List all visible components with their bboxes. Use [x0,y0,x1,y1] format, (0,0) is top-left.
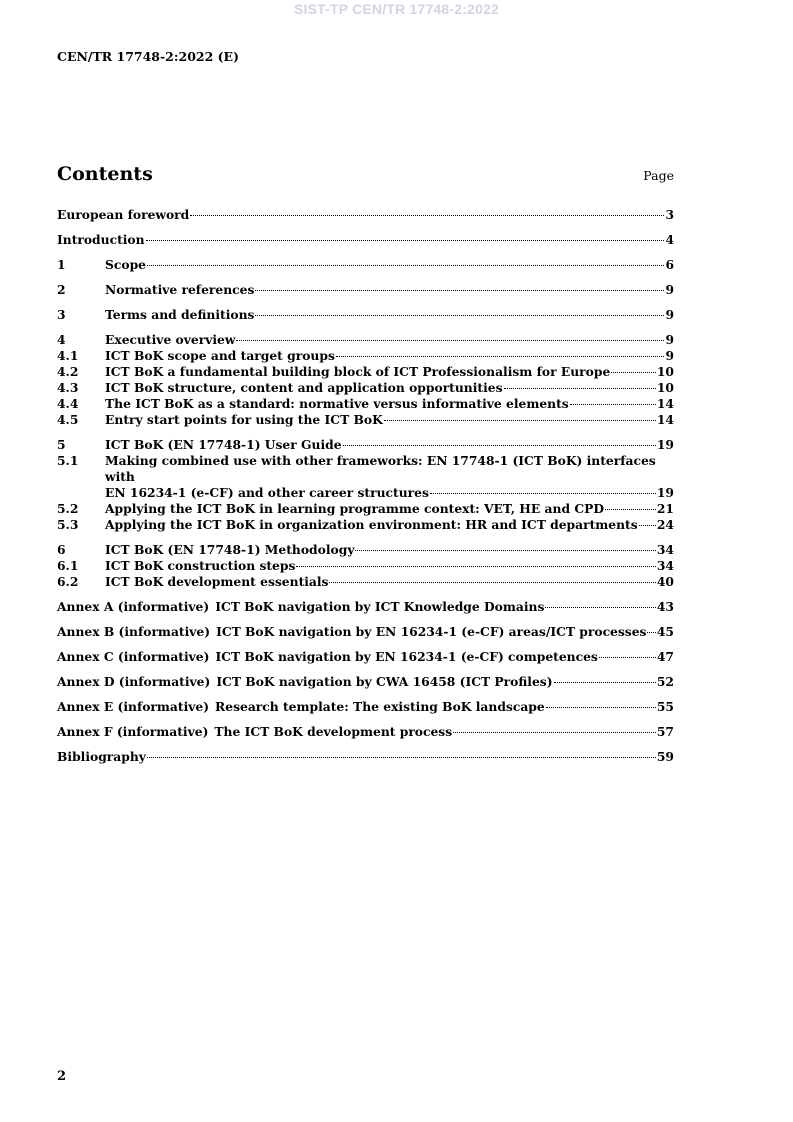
toc-title: The ICT BoK development process [214,724,453,739]
toc-page: 45 [656,624,674,639]
toc-entry-6-2[interactable] [57,574,674,590]
toc-title-line-1: Making combined use with other frameworks: EN 17748-1 (ICT BoK) interfaces with [105,453,656,484]
toc-number: 4.3 [57,380,79,395]
dot-leader [545,607,655,608]
watermark: SIST-TP CEN/TR 17748-2:2022 [293,1,500,17]
dot-leader [453,732,656,733]
page-number: 2 [57,1069,67,1084]
dot-leader [329,582,655,583]
toc-number: 6.2 [57,574,79,589]
toc-title: Bibliography [57,749,146,764]
toc-page: 9 [665,332,674,347]
dot-leader [554,682,656,683]
toc-number: 4 [57,332,66,347]
toc-number: 2 [57,282,66,297]
toc-entry-4-2[interactable] [57,364,674,380]
toc-entry-5-3[interactable] [57,517,674,533]
toc-title: ICT BoK construction steps [105,558,296,573]
dot-leader [255,290,664,291]
toc-page: 10 [656,380,674,395]
table-of-contents [57,207,674,765]
dot-leader [355,550,655,551]
toc-title: Terms and definitions [105,307,255,322]
dot-leader [343,445,656,446]
toc-entry-annex-b[interactable] [57,624,674,640]
toc-page: 14 [656,412,674,427]
toc-entry-5[interactable] [57,437,674,453]
toc-page: 9 [665,348,674,363]
toc-title: ICT BoK structure, content and application opportunities [105,380,503,395]
toc-entry-annex-a[interactable] [57,599,674,615]
toc-title: Applying the ICT BoK in learning programme context: VET, HE and CPD [105,501,605,516]
annex-label: Annex D (informative) [57,674,211,689]
toc-title: ICT BoK scope and target groups [105,348,335,363]
annex-label: Annex C (informative) [57,649,210,664]
toc-entry-4-4[interactable] [57,396,674,412]
toc-title: Scope [105,257,146,272]
toc-entry-annex-d[interactable] [57,674,674,690]
toc-number: 4.4 [57,396,79,411]
toc-number: 6 [57,542,66,557]
document-identifier: CEN/TR 17748-2:2022 (E) [57,49,239,64]
toc-entry-3[interactable] [57,307,674,323]
toc-title: ICT BoK navigation by EN 16234-1 (e-CF) areas/ICT processes [216,624,647,639]
toc-title: ICT BoK (EN 17748-1) User Guide [105,437,342,452]
toc-title: Introduction [57,232,145,247]
toc-number: 5.1 [57,453,79,468]
toc-title: Applying the ICT BoK in organization environment: HR and ICT departments [105,517,638,532]
toc-page: 47 [656,649,674,664]
toc-title: European foreword [57,207,190,222]
toc-entry-annex-c[interactable] [57,649,674,665]
toc-page: 34 [656,542,674,557]
dot-leader [546,707,656,708]
toc-entry-4-3[interactable] [57,380,674,396]
toc-number: 4.1 [57,348,79,363]
dot-leader [599,657,656,658]
toc-title-line-2: EN 16234-1 (e-CF) and other career structures [105,485,429,500]
toc-number: 1 [57,257,66,272]
toc-entry-annex-e[interactable] [57,699,674,715]
page-column-label: Page [643,168,674,183]
toc-title: ICT BoK navigation by EN 16234-1 (e-CF) competences [215,649,598,664]
toc-page: 52 [656,674,674,689]
toc-page: 6 [665,257,674,272]
toc-entry-4-5[interactable] [57,412,674,428]
toc-page: 57 [656,724,674,739]
dot-leader [190,215,664,216]
toc-title: ICT BoK development essentials [105,574,329,589]
toc-title: ICT BoK navigation by ICT Knowledge Domains [215,599,545,614]
annex-label: Annex B (informative) [57,624,211,639]
annex-label: Annex E (informative) [57,699,210,714]
toc-title: ICT BoK a fundamental building block of ICT Professionalism for Europe [105,364,611,379]
toc-number: 4.2 [57,364,79,379]
dot-leader [605,509,656,510]
toc-page: 3 [665,207,674,222]
toc-entry-annex-f[interactable] [57,724,674,740]
toc-title: Entry start points for using the ICT BoK [105,412,383,427]
toc-page: 19 [656,485,674,500]
toc-number: 6.1 [57,558,79,573]
dot-leader [504,388,656,389]
toc-entry-6[interactable] [57,542,674,558]
dot-leader [296,566,655,567]
dot-leader [611,372,656,373]
contents-title: Contents [57,163,153,185]
toc-number: 5 [57,437,66,452]
toc-page: 9 [665,282,674,297]
toc-title: Normative references [105,282,255,297]
toc-entry-4-1[interactable] [57,348,674,364]
toc-entry-5-1[interactable] [57,453,674,501]
toc-entry-2[interactable] [57,282,674,298]
toc-page: 34 [656,558,674,573]
toc-title: Executive overview [105,332,236,347]
toc-number: 5.3 [57,517,79,532]
toc-page: 21 [656,501,674,516]
toc-entry-european-foreword[interactable] [57,207,674,223]
toc-number: 5.2 [57,501,79,516]
toc-page: 9 [665,307,674,322]
dot-leader [236,340,664,341]
toc-entry-introduction[interactable] [57,232,674,248]
dot-leader [255,315,664,316]
toc-entry-1[interactable] [57,257,674,273]
toc-title: The ICT BoK as a standard: normative versus informative elements [105,396,569,411]
toc-number: 3 [57,307,66,322]
dot-leader [146,240,665,241]
toc-page: 24 [656,517,674,532]
dot-leader [570,404,656,405]
dot-leader [430,493,656,494]
toc-page: 4 [665,232,674,247]
dot-leader [147,265,664,266]
toc-page: 59 [656,749,674,764]
toc-title: Research template: The existing BoK landscape [215,699,545,714]
toc-entry-4[interactable] [57,332,674,348]
toc-page: 43 [656,599,674,614]
annex-label: Annex A (informative) [57,599,210,614]
toc-page: 19 [656,437,674,452]
toc-number: 4.5 [57,412,79,427]
dot-leader [384,420,656,421]
dot-leader [639,525,656,526]
dot-leader [647,632,655,633]
annex-label: Annex F (informative) [57,724,209,739]
toc-title: ICT BoK (EN 17748-1) Methodology [105,542,355,557]
toc-page: 10 [656,364,674,379]
toc-page: 40 [656,574,674,589]
toc-title: ICT BoK navigation by CWA 16458 (ICT Profiles) [216,674,553,689]
toc-entry-bibliography[interactable] [57,749,674,765]
dot-leader [336,356,665,357]
dot-leader [147,757,656,758]
toc-entry-5-2[interactable] [57,501,674,517]
toc-page: 14 [656,396,674,411]
contents-heading [57,163,674,185]
toc-entry-6-1[interactable] [57,558,674,574]
toc-page: 55 [656,699,674,714]
